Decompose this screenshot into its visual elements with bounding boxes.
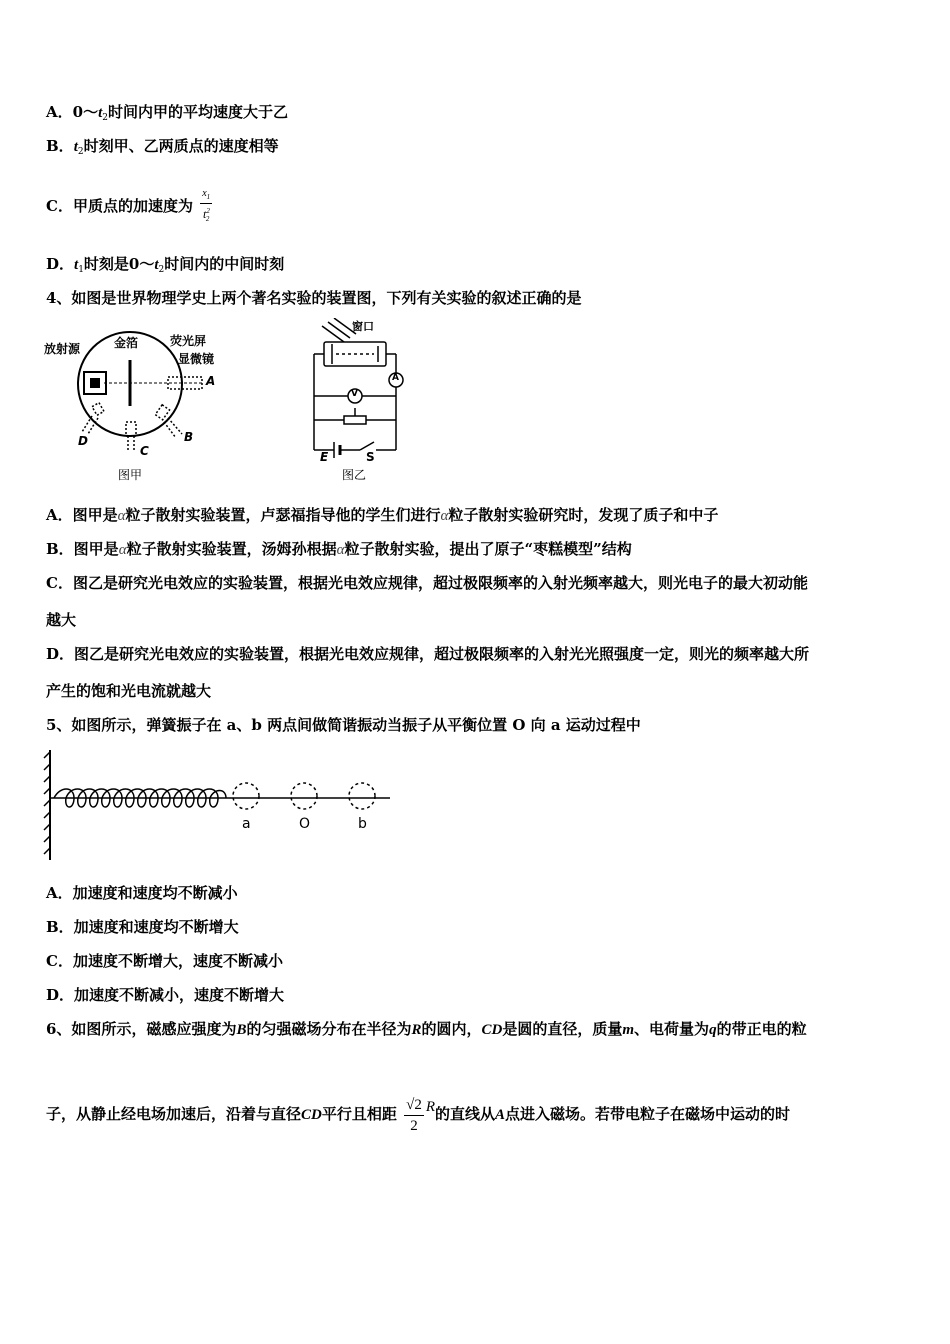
q4-b-text-3: 粒子散射实验，提出了原子“枣糕模型”结构 [344, 540, 632, 558]
q3-option-c [46, 188, 212, 226]
figure-spring-oscillator [40, 748, 400, 864]
q3-a-text: A．0～ [46, 103, 99, 121]
q6-line1 [46, 1019, 807, 1040]
alpha-symbol: α [118, 542, 127, 558]
fraction-x1-over-t2 [200, 188, 212, 226]
q4-b-text: B．图甲是 [46, 540, 119, 558]
subscript: 1 [78, 265, 84, 275]
q4-option-a [46, 505, 718, 526]
subscript: 2 [102, 113, 108, 123]
frac-num: x [202, 188, 207, 199]
label-point-d: D [78, 434, 88, 448]
alpha-symbol: α [336, 542, 345, 558]
subscript: 2 [77, 147, 84, 157]
frac-den-sup: 2 [206, 207, 210, 215]
q6-text: 的直线从 [435, 1105, 496, 1123]
q4-a-text: A．图甲是 [46, 506, 118, 524]
label-battery-e: E [320, 450, 329, 464]
alpha-symbol: α [117, 508, 126, 524]
var-a: A [495, 1107, 506, 1123]
caption-figure-yi: 图乙 [342, 468, 367, 482]
label-point-a: a [242, 816, 251, 832]
q5-option-d: D．加速度不断减小，速度不断增大 [46, 986, 285, 1004]
q3-option-d [46, 254, 284, 280]
var-cd: CD [301, 1107, 322, 1123]
var-t: t [154, 257, 159, 273]
label-voltmeter: V [351, 389, 358, 399]
var-b: B [236, 1022, 247, 1038]
photoelectric-circuit-diagram [300, 318, 420, 490]
frac-num-sub: 1 [206, 193, 211, 201]
subscript: 2 [158, 265, 165, 275]
q6-text: 6、如图所示，磁感应强度为 [46, 1020, 237, 1038]
var-q: q [709, 1022, 717, 1038]
label-switch-s: S [366, 450, 375, 464]
q3-b-text-2: 时刻甲、乙两质点的速度相等 [83, 137, 279, 155]
label-point-a: A [206, 374, 216, 388]
q6-text: 是圆的直径，质量 [502, 1020, 623, 1038]
q6-text: 子，从静止经电场加速后，沿着与直径 [46, 1105, 302, 1123]
q6-text: 平行且相距 [321, 1105, 397, 1123]
q5-stem: 5、如图所示，弹簧振子在 a、b 两点间做简谐振动当振子从平衡位置 O 向 a 运动过程中 [46, 716, 641, 734]
frac-den: 2 [410, 1117, 418, 1134]
label-point-o: O [299, 816, 311, 832]
q3-d-text: D． [46, 255, 75, 273]
q4-stem: 4、如图是世界物理学史上两个著名实验的装置图，下列有关实验的叙述正确的是 [46, 289, 582, 307]
spring-oscillator-diagram [40, 748, 400, 864]
var-m: m [622, 1022, 635, 1038]
q4-a-text-3: 粒子散射实验研究时，发现了质子和中子 [448, 506, 719, 524]
label-fluorescent-screen: 荧光屏 [170, 334, 207, 348]
q6-text: 点进入磁场。若带电粒子在磁场中运动的时 [505, 1105, 791, 1123]
q6-text: 、电荷量为 [634, 1020, 710, 1038]
var-r: R [411, 1022, 422, 1038]
q4-option-d-line1: D．图乙是研究光电效应的实验装置，根据光电效应规律，超过极限频率的入射光光照强度一定，则光的频率越大所 [46, 645, 810, 663]
q6-text: 的匀强磁场分布在半径为 [246, 1020, 412, 1038]
var-t: t [74, 257, 79, 273]
q4-a-text-2: 粒子散射实验装置，卢瑟福指导他的学生们进行 [125, 506, 441, 524]
caption-figure-jia: 图甲 [118, 468, 143, 482]
var-t: t [73, 139, 78, 155]
var-cd: CD [481, 1022, 503, 1038]
q4-option-d-line2: 产生的饱和光电流就越大 [46, 682, 212, 700]
q6-text: 的圆内， [421, 1020, 482, 1038]
q6-line2 [46, 1086, 790, 1136]
frac-den-sub: 2 [205, 215, 210, 223]
q5-option-a: A．加速度和速度均不断减小 [46, 884, 238, 902]
var-r: R [425, 1099, 436, 1115]
q3-c-text: C．甲质点的加速度为 [46, 197, 193, 215]
alpha-symbol: α [440, 508, 449, 524]
q3-b-text: B． [46, 137, 74, 155]
q6-text: 的带正电的粒 [716, 1020, 807, 1038]
frac-num: √2 [404, 1095, 424, 1116]
q3-d-text-2: 时刻是0～ [83, 255, 155, 273]
label-point-c: C [140, 444, 149, 458]
var-t: t [98, 105, 103, 121]
figure-alpha-scattering [44, 322, 234, 490]
q3-d-text-3: 时间内的中间时刻 [164, 255, 285, 273]
q4-option-c-line2: 越大 [46, 611, 77, 629]
q3-option-b [46, 136, 279, 162]
frac-den: t [202, 207, 207, 221]
figure-photoelectric [300, 318, 420, 490]
label-point-b: b [358, 816, 367, 832]
label-ammeter: A [392, 373, 399, 383]
label-radiation-source: 放射源 [44, 342, 81, 356]
q4-b-text-2: 粒子散射实验装置，汤姆孙根据 [126, 540, 337, 558]
q4-option-b [46, 539, 632, 560]
label-microscope: 显微镜 [178, 352, 215, 366]
q3-a-text-2: 时间内甲的平均速度大于乙 [107, 103, 288, 121]
label-point-b: B [184, 430, 194, 444]
q4-option-c-line1: C．图乙是研究光电效应的实验装置，根据光电效应规律，超过极限频率的入射光频率越大，则光电子的最大初动能 [46, 574, 808, 592]
label-gold-foil: 金箔 [114, 336, 139, 350]
q3-option-a [46, 102, 288, 128]
fraction-sqrt2-over-2 [404, 1095, 424, 1136]
label-window: 窗口 [352, 320, 374, 333]
q5-option-c: C．加速度不断增大，速度不断减小 [46, 952, 283, 970]
q5-option-b: B．加速度和速度均不断增大 [46, 918, 239, 936]
